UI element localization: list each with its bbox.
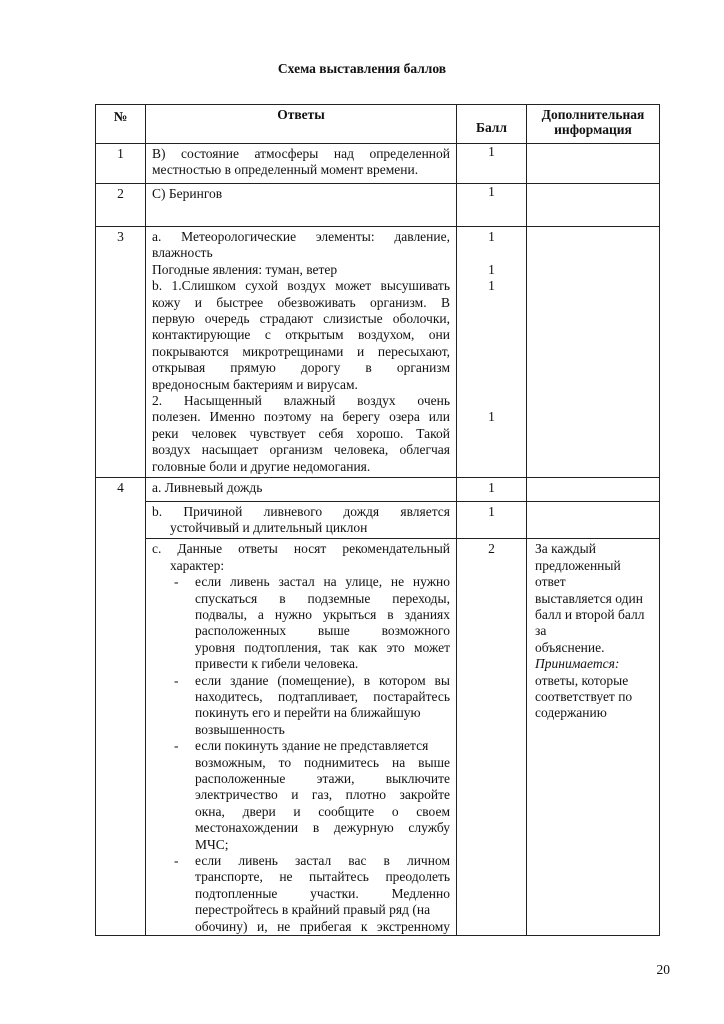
score-value: 1: [488, 503, 495, 519]
score-cell: [457, 478, 527, 501]
answer-line: a. Ливневый дождь: [152, 480, 263, 496]
answer-line: если покинуть здание не представляется: [195, 738, 429, 754]
info-cell: [527, 539, 660, 936]
header-info-line: Дополнительная: [541, 107, 645, 122]
info-line: содержанию: [535, 705, 607, 721]
info-cell: [527, 184, 660, 227]
answer-cell: [146, 227, 457, 478]
row-number: 4: [96, 478, 146, 936]
table-row: [96, 184, 660, 227]
score-value: 1: [488, 278, 495, 294]
answer-line: вредоносным бактериям и вирусам.: [152, 376, 358, 392]
answer-line: спускаться в подземные переходы,: [195, 590, 450, 606]
score-value: 1: [488, 261, 495, 277]
table-header-row: [96, 105, 660, 144]
row-number: 2: [96, 184, 146, 227]
table-row: [96, 478, 660, 501]
info-line: соответствует по: [535, 688, 633, 704]
page-title: Схема выставления баллов: [277, 61, 447, 76]
answer-line: Погодные явления: туман, ветер: [152, 261, 338, 277]
answer-line: местностью в определенный момент времени.: [152, 162, 419, 178]
answer-line: МЧС;: [195, 836, 229, 852]
score-cell: [457, 539, 527, 936]
list-dash: -: [174, 738, 179, 754]
answer-cell: [146, 144, 457, 184]
list-dash: -: [174, 574, 179, 590]
answer-line: B) состояние атмосферы над определенной: [152, 146, 450, 161]
info-cell: [527, 501, 660, 539]
answer-cell: [146, 478, 457, 501]
info-cell: [527, 144, 660, 184]
answer-line: обочину) и, не прибегая к экстренному: [195, 918, 450, 934]
answer-line: если здание (помещение), в котором вы: [195, 672, 450, 688]
header-score: Балл: [457, 105, 527, 144]
list-item: [152, 574, 450, 672]
list-item: [152, 738, 450, 853]
answer-line: устойчивый и длительный циклон: [170, 519, 368, 535]
score-value: 1: [488, 409, 495, 425]
info-cell: [527, 227, 660, 478]
row-number: 1: [96, 144, 146, 184]
answer-line: полезен. Именно поэтому на берегу озера или: [152, 409, 450, 425]
info-line: предложенный ответ: [535, 557, 621, 590]
info-line: объяснение.: [535, 639, 605, 655]
score-cell: [457, 184, 527, 227]
table-row: [96, 539, 660, 936]
table-row: [96, 227, 660, 478]
page-number: 20: [656, 962, 670, 977]
answer-line: открывая прямую дорогу в организм: [152, 360, 450, 376]
answer-line: b. 1.Слишком сухой воздух может высушивать: [152, 278, 450, 294]
header-num: №: [96, 105, 146, 144]
score-cell: [457, 501, 527, 539]
answer-line: характер:: [170, 557, 225, 573]
answer-line: возможным, то поднимитесь на выше: [195, 754, 450, 770]
answer-line: покрываются микротрещинами и пересыхают,: [152, 343, 450, 359]
answer-line: электричество и газ, плотно закройте: [195, 787, 450, 803]
score-cell: [457, 227, 527, 478]
score-value: 1: [488, 480, 495, 496]
answer-line: покинуть его и перейти на ближайшую: [195, 705, 421, 721]
header-answers: Ответы: [146, 105, 457, 144]
list-dash: -: [174, 672, 179, 688]
info-line: ответы, которые: [535, 672, 629, 688]
answer-cell: [146, 539, 457, 936]
scoring-table: [95, 104, 660, 936]
info-line: выставляется один: [535, 590, 643, 606]
answer-line: a. Метеорологические элементы: давление,: [152, 229, 450, 244]
answer-line: расположенные этажи, выключите: [195, 771, 450, 786]
answer-line: головные боли и другие недомогания.: [152, 458, 371, 474]
answer-line: подтопленные участки. Медленно: [195, 885, 450, 901]
score-value: 2: [488, 541, 495, 557]
score-value: 1: [488, 184, 495, 199]
list-item: [152, 853, 450, 935]
list-item: [152, 673, 450, 739]
info-line: балл и второй балл за: [535, 606, 645, 639]
answer-line: местонахождении в дежурную службу: [195, 820, 450, 836]
answer-line: первую очередь страдают слизистые оболочки,: [152, 311, 450, 327]
answer-line: привести к гибели человека.: [195, 656, 359, 672]
answer-line: b. Причиной ливневого дождя является: [152, 503, 450, 519]
table-row: [96, 144, 660, 184]
list-dash: -: [174, 853, 179, 869]
answer-line: c. Данные ответы носят рекомендательный: [152, 541, 450, 557]
answer-line: подвалы, а нужно укрыться в зданиях: [195, 606, 450, 622]
answer-line: реки человек чувствует себя хорошо. Такой: [152, 425, 450, 441]
table-row: [96, 501, 660, 539]
answer-line: С) Берингов: [152, 186, 223, 201]
answer-line: кожу и быстрее обезвоживать организм. В: [152, 294, 450, 310]
answer-cell: [146, 501, 457, 539]
info-line: За каждый: [535, 541, 596, 557]
answer-line: расположенных выше возможного: [195, 623, 450, 639]
info-accepted-label: Принимается:: [535, 656, 620, 672]
row-number: 3: [96, 227, 146, 478]
answer-line: окна, двери и сообщите о своем: [195, 803, 450, 819]
score-cell: [457, 144, 527, 184]
answer-line: возвышенность: [195, 721, 285, 737]
answer-cell: [146, 184, 457, 227]
answer-line: если ливень застал на улице, не нужно: [195, 574, 450, 590]
answer-line: если ливень застал вас в личном: [195, 853, 450, 869]
answer-line: контактирующие с открытым воздухом, они: [152, 327, 450, 343]
answer-line: находитесь, подтапливает, постарайтесь: [195, 688, 450, 704]
answer-line: транспорте, не пытайтесь преодолеть: [195, 869, 450, 885]
answer-line: уровня подтопления, так как это может: [195, 639, 450, 655]
header-info-line: информация: [554, 122, 632, 137]
score-value: 1: [488, 229, 495, 244]
answer-line: перестройтесь в крайний правый ряд (на: [195, 902, 431, 918]
answer-line: влажность: [152, 245, 213, 261]
header-info: [527, 105, 660, 144]
answer-line: воздух насыщает организм человека, облегчая: [152, 442, 450, 458]
info-cell: [527, 478, 660, 501]
answer-line: 2. Насыщенный влажный воздух очень: [152, 393, 450, 409]
score-value: 1: [488, 144, 495, 159]
